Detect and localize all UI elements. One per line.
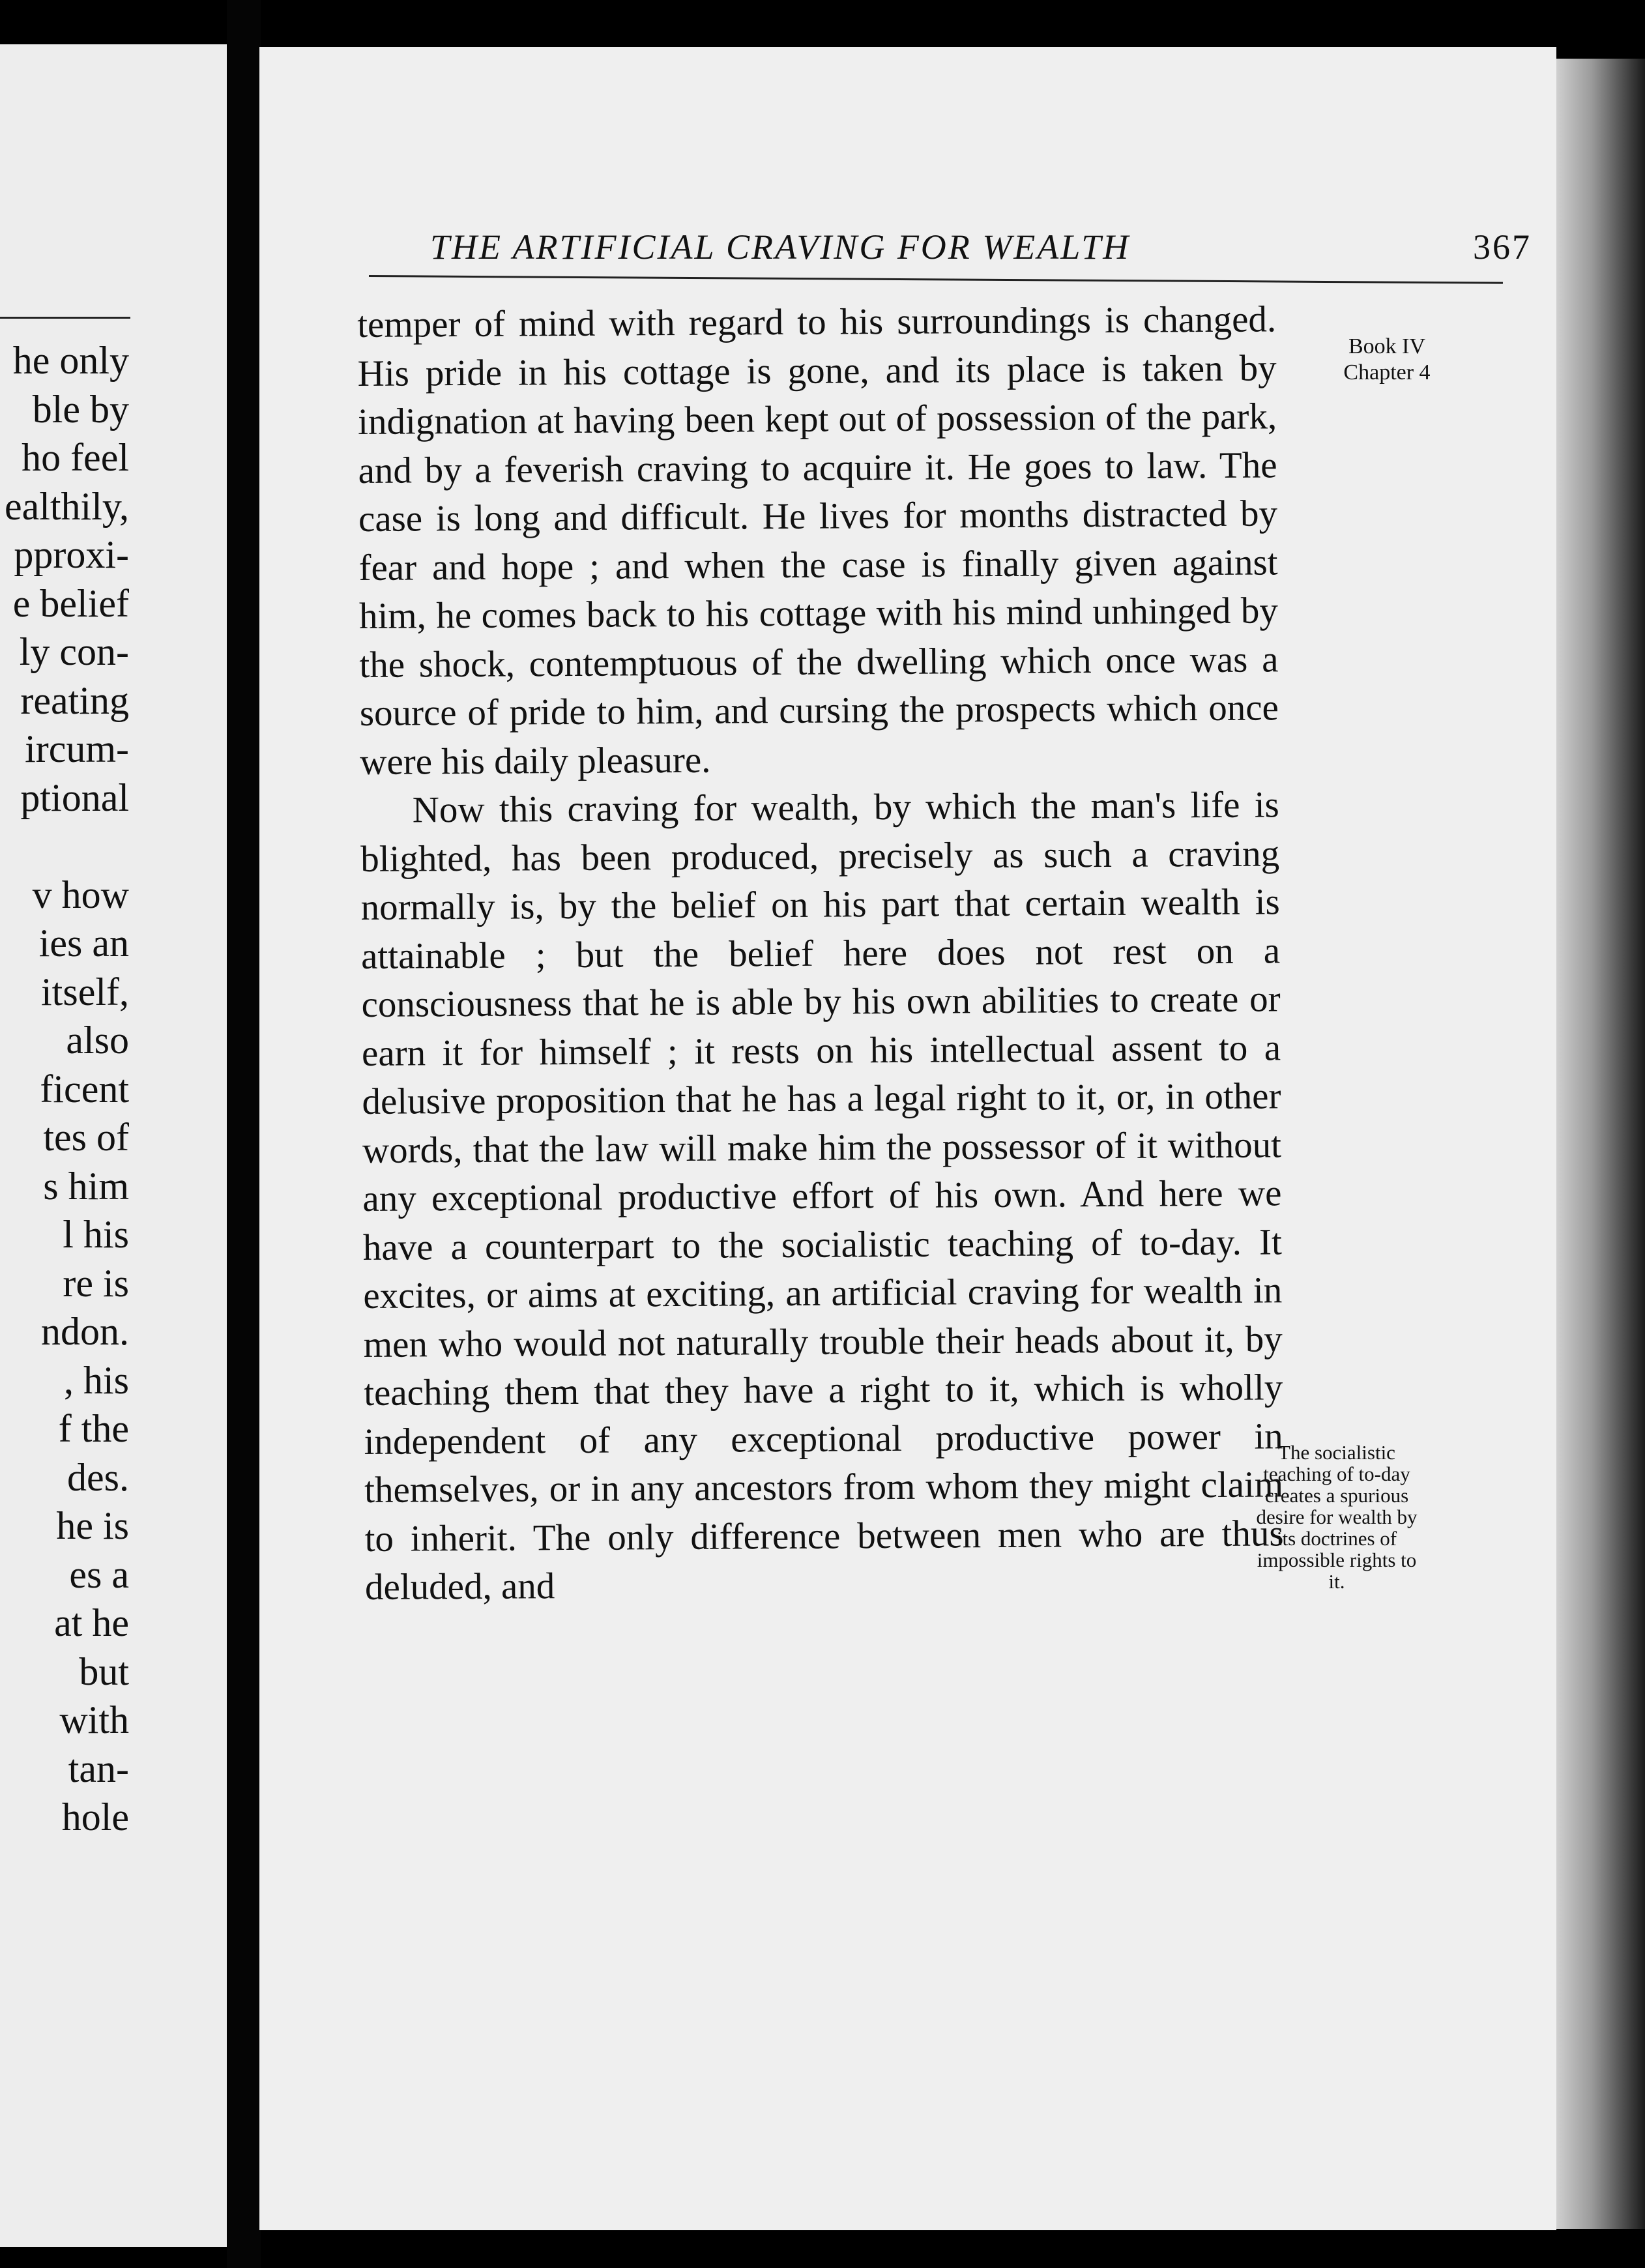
- left-page-line: tes of: [43, 1116, 129, 1159]
- left-page-line: ble by: [32, 387, 129, 431]
- left-page-line: also: [66, 1019, 129, 1062]
- left-page-line: , his: [63, 1358, 129, 1402]
- running-head-title: THE ARTIFICIAL CRAVING FOR WEALTH: [430, 227, 1131, 267]
- left-page-line: ho feel: [22, 436, 129, 479]
- header-rule: [369, 275, 1503, 284]
- left-page-line: s him: [43, 1164, 129, 1208]
- left-page-line: es a: [69, 1552, 129, 1596]
- sidenote-chapter: Chapter 4: [1343, 360, 1431, 385]
- page-number: 367: [1473, 227, 1532, 267]
- sidenote-book: Book IV: [1348, 334, 1426, 358]
- left-page-line: ly con-: [19, 630, 129, 673]
- left-page-line: itself,: [41, 970, 129, 1013]
- left-page-line: tan-: [68, 1747, 129, 1790]
- body-text: [357, 295, 1284, 1612]
- left-page-line: ndon.: [41, 1310, 129, 1353]
- left-page-line: ficent: [40, 1067, 129, 1111]
- paragraph: Now this craving for wealth, by which the man's life is blighted, has been produced, precisely as such a craving normally is, by the belief on his part that certain wealth is attainable ; but the belief here does not rest on a consciousness that he is able by his own abilities to create or earn it for himself ; it rests on his intellectual assent to a delusive proposition that he has a legal right to it, or, in other words, that the law will make him the possessor of it without any exceptional productive effort of his own. And here we have a counterpart to the socialistic teaching of to-day. It excites, or aims at exciting, an artificial craving for wealth in men who would not naturally trouble their heads about it, by teaching them that they have a right to it, which is wholly independent of any exceptional productive power in themselves, or in any ancestors from whom they might claim to inherit. The only difference between men who are thus deluded, and: [360, 784, 1284, 1608]
- left-page-line: [5, 822, 129, 871]
- paragraph: temper of mind with regard to his surroundings is changed. His pride in his cottage is gone, and its place is taken by indignation at having been kept out of possession of the park, and by a feverish craving to acquire it. He goes to law. The case is long and difficult. He lives for months distracted by fear and hope ; and when the case is finally given against him, he comes back to his cottage with his mind unhinged by the shock, contemptuous of the dwelling which once was a source of pride to him, and cursing the prospects which once were his daily pleasure.: [357, 298, 1279, 783]
- book-gutter: [227, 0, 261, 2268]
- left-page-line: with: [59, 1698, 129, 1741]
- left-page-line: reating: [20, 678, 129, 722]
- left-page-rule: [0, 317, 130, 319]
- left-page-line: f the: [58, 1407, 129, 1450]
- page-edges: [1556, 59, 1645, 2229]
- left-page-line: e belief: [12, 581, 129, 625]
- running-head: [430, 227, 1532, 267]
- left-page-line: hole: [61, 1796, 129, 1839]
- left-page-text: [5, 336, 129, 1842]
- right-page: [259, 47, 1556, 2230]
- sidenote-book-chapter: [1302, 334, 1472, 386]
- left-page-line: v how: [32, 873, 129, 916]
- left-page-line: des.: [67, 1455, 129, 1499]
- left-page-line: he is: [56, 1504, 129, 1547]
- left-page-line: but: [79, 1650, 129, 1693]
- left-page-line: ircum-: [25, 727, 129, 770]
- left-page-line: ies an: [38, 922, 129, 965]
- sidenote-socialistic: The socialistic teaching of to-day creates a spurious desire for wealth by its doctrines of impossible rights to it.: [1256, 1441, 1418, 1593]
- left-page-line: he only: [12, 339, 129, 382]
- left-page-line: ealthily,: [4, 484, 129, 528]
- left-page-line: at he: [54, 1601, 129, 1644]
- left-page-line: pproxi-: [14, 533, 129, 576]
- left-page-line: re is: [63, 1261, 129, 1305]
- left-page-line: ptional: [20, 776, 129, 819]
- left-page-line: l his: [63, 1213, 129, 1256]
- left-page: [0, 44, 227, 2247]
